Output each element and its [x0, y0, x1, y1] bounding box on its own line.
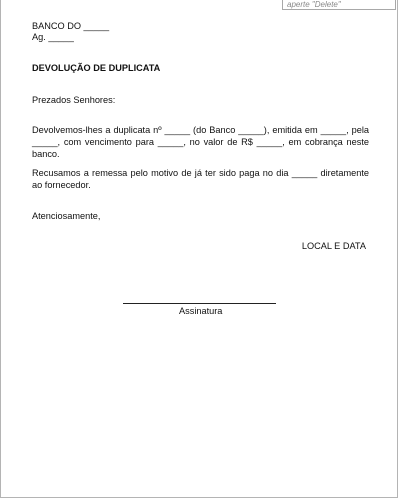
- body-paragraph-2: Recusamos a remessa pelo motivo de já ter sido paga no dia _____ diretamente ao fornecedor.: [32, 168, 369, 190]
- body-paragraph-1: Devolvemos-lhes a duplicata nº _____ (do Banco _____), emitida em _____, pela _____, com vencimento para _____, no valor de R$ _____, em cobrança neste banco.: [32, 125, 369, 159]
- closing: Atenciosamente,: [32, 211, 101, 221]
- place-and-date: LOCAL E DATA: [301, 241, 366, 251]
- delete-hint-box: aperte "Delete": [282, 0, 396, 10]
- signature-line: [123, 303, 276, 304]
- salutation: Prezados Senhores:: [32, 95, 116, 105]
- agency-line: Ag. _____: [32, 32, 74, 42]
- document-title: DEVOLUÇÃO DE DUPLICATA: [32, 63, 161, 73]
- signature-label: Assinatura: [179, 306, 223, 316]
- bank-line: BANCO DO _____: [32, 21, 110, 31]
